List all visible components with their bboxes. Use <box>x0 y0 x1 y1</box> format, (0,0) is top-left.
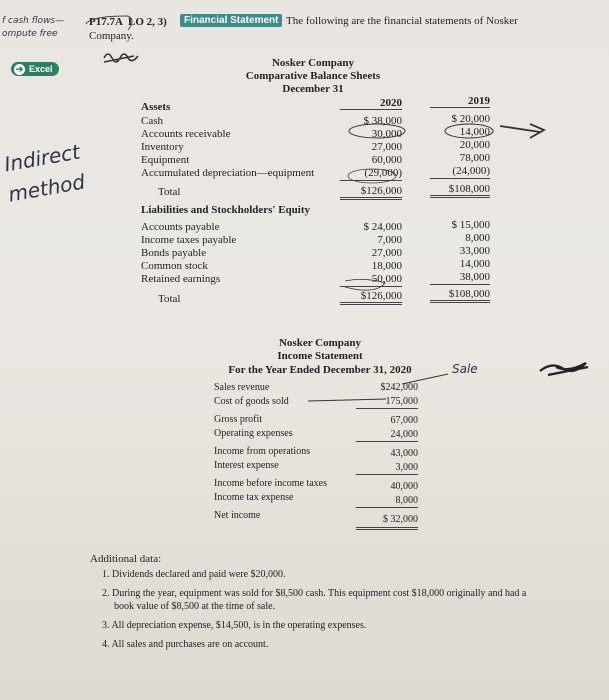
liab-2019-value: 38,000 <box>430 271 490 285</box>
asset-2019-value: $ 20,000 <box>451 113 490 125</box>
additional-item: 1. Dividends declared and paid were $20,000. <box>102 569 286 580</box>
asset-2019-value: (24,000) <box>430 165 490 179</box>
is-label: Income from operations <box>214 446 311 457</box>
asset-2020-value: 27,000 <box>371 141 402 153</box>
liab-2020-value: 7,000 <box>377 234 402 246</box>
is-label: Interest expense <box>214 459 279 471</box>
bs-company: Nosker Company <box>271 57 354 69</box>
liab-labels <box>141 221 341 286</box>
additional-item: 4. All sales and purchases are on account. <box>102 639 269 650</box>
is-labels <box>214 381 327 523</box>
liab-label: Retained earnings <box>141 273 221 285</box>
is-label: Sales revenue <box>214 382 270 393</box>
liab-2019-value: 33,000 <box>459 245 490 257</box>
liab-2019-value: 14,000 <box>459 258 490 270</box>
is-amount: 175,000 <box>356 395 418 410</box>
is-label: Operating expenses <box>214 427 293 439</box>
sale-scribble <box>540 363 588 375</box>
liab-2019-value: $ 15,000 <box>451 219 490 231</box>
is-label: Gross profit <box>214 414 263 425</box>
asset-2020-value: 30,000 <box>371 128 402 140</box>
is-title: Income Statement <box>277 350 363 362</box>
liab-label: Accounts payable <box>141 221 220 233</box>
additional-heading: Additional data: <box>90 553 162 565</box>
liab-total-2019: $108,000 <box>430 288 490 303</box>
is-amount: 8,000 <box>356 494 418 509</box>
is-label: Income before income taxes <box>214 478 328 489</box>
is-period: For the Year Ended December 31, 2020 <box>228 364 412 376</box>
scribble-mark <box>104 54 138 62</box>
liab-2019-values <box>430 219 490 285</box>
is-amount: 40,000 <box>390 481 418 492</box>
asset-2019-values <box>430 113 490 179</box>
is-amount: $ 32,000 <box>356 513 418 530</box>
asset-labels <box>141 115 341 180</box>
handwriting-method: method <box>6 169 87 207</box>
asset-label: Accounts receivable <box>141 128 231 140</box>
is-amount: 3,000 <box>356 461 418 476</box>
is-amount: 43,000 <box>390 448 418 459</box>
excel-label: Excel <box>29 64 53 74</box>
assets-heading: Assets <box>141 101 171 113</box>
asset-label: Inventory <box>141 141 184 153</box>
problem-intro: The following are the financial statements of Nosker <box>286 15 518 27</box>
asset-2020-values <box>340 115 402 181</box>
is-label: Cost of goods sold <box>214 395 289 407</box>
is-label: Net income <box>214 510 261 521</box>
is-amount: 67,000 <box>390 415 418 426</box>
is-company: Nosker Company <box>278 337 361 349</box>
arrow-right-icon: ➔ <box>15 64 24 74</box>
handwriting-sale: Sale <box>452 362 478 376</box>
asset-label: Accumulated depreciation—equipment <box>141 167 315 179</box>
circle-mark <box>86 16 132 30</box>
additional-item: book value of $8,500 at the time of sale. <box>114 601 276 612</box>
bs-date: December 31 <box>282 83 344 95</box>
liab-label: Income taxes payable <box>141 234 237 246</box>
is-amount: $242,000 <box>380 382 418 393</box>
liab-label: Common stock <box>141 260 208 272</box>
financial-statement-badge: Financial Statement <box>180 14 282 27</box>
liab-2019-value: 8,000 <box>465 232 490 244</box>
is-amount: 24,000 <box>356 428 418 443</box>
assets-total-2020: $126,000 <box>340 185 402 200</box>
margin-note-line1: f cash flows— <box>2 16 65 26</box>
is-amounts <box>356 381 418 530</box>
liab-label: Bonds payable <box>141 247 207 259</box>
problem-intro-2: Company. <box>89 30 134 42</box>
liab-heading: Liabilities and Stockholders' Equity <box>141 204 311 216</box>
assets-total-2019: $108,000 <box>430 183 490 198</box>
col-2019-header: 2019 <box>430 95 490 108</box>
additional-item: 2. During the year, equipment was sold for $8,500 cash. This equipment cost $18,000 originally and had a <box>102 588 527 599</box>
liab-2020-values <box>340 221 402 287</box>
asset-label: Cash <box>141 115 163 127</box>
asset-label: Equipment <box>141 154 190 166</box>
arrow-mark <box>500 124 544 138</box>
margin-note-line2: ompute free <box>2 29 58 39</box>
liab-2020-value: 18,000 <box>371 260 402 272</box>
liab-2020-value: $ 24,000 <box>363 221 402 233</box>
asset-2019-value: 14,000 <box>459 126 490 138</box>
liab-2020-value: 27,000 <box>371 247 402 259</box>
asset-2020-value: (29,000) <box>340 167 402 181</box>
problem-number: P17.7A <box>89 16 123 28</box>
liab-total-2020: $126,000 <box>340 290 402 305</box>
liab-2020-value: 50,000 <box>340 273 402 287</box>
handwriting-indirect: Indirect <box>2 139 82 177</box>
asset-2019-value: 20,000 <box>459 139 490 151</box>
liab-total-label: Total <box>158 293 181 305</box>
additional-item: 3. All depreciation expense, $14,500, is in the operating expenses. <box>102 620 367 631</box>
learning-objectives: LO 2, 3) <box>128 16 167 28</box>
is-label: Income tax expense <box>214 491 294 503</box>
assets-total-label: Total <box>158 186 181 198</box>
asset-2020-value: $ 38,000 <box>363 115 402 127</box>
asset-2019-value: 78,000 <box>459 152 490 164</box>
bs-title: Comparative Balance Sheets <box>245 70 381 82</box>
col-2020-header: 2020 <box>340 97 402 110</box>
asset-2020-value: 60,000 <box>371 154 402 166</box>
